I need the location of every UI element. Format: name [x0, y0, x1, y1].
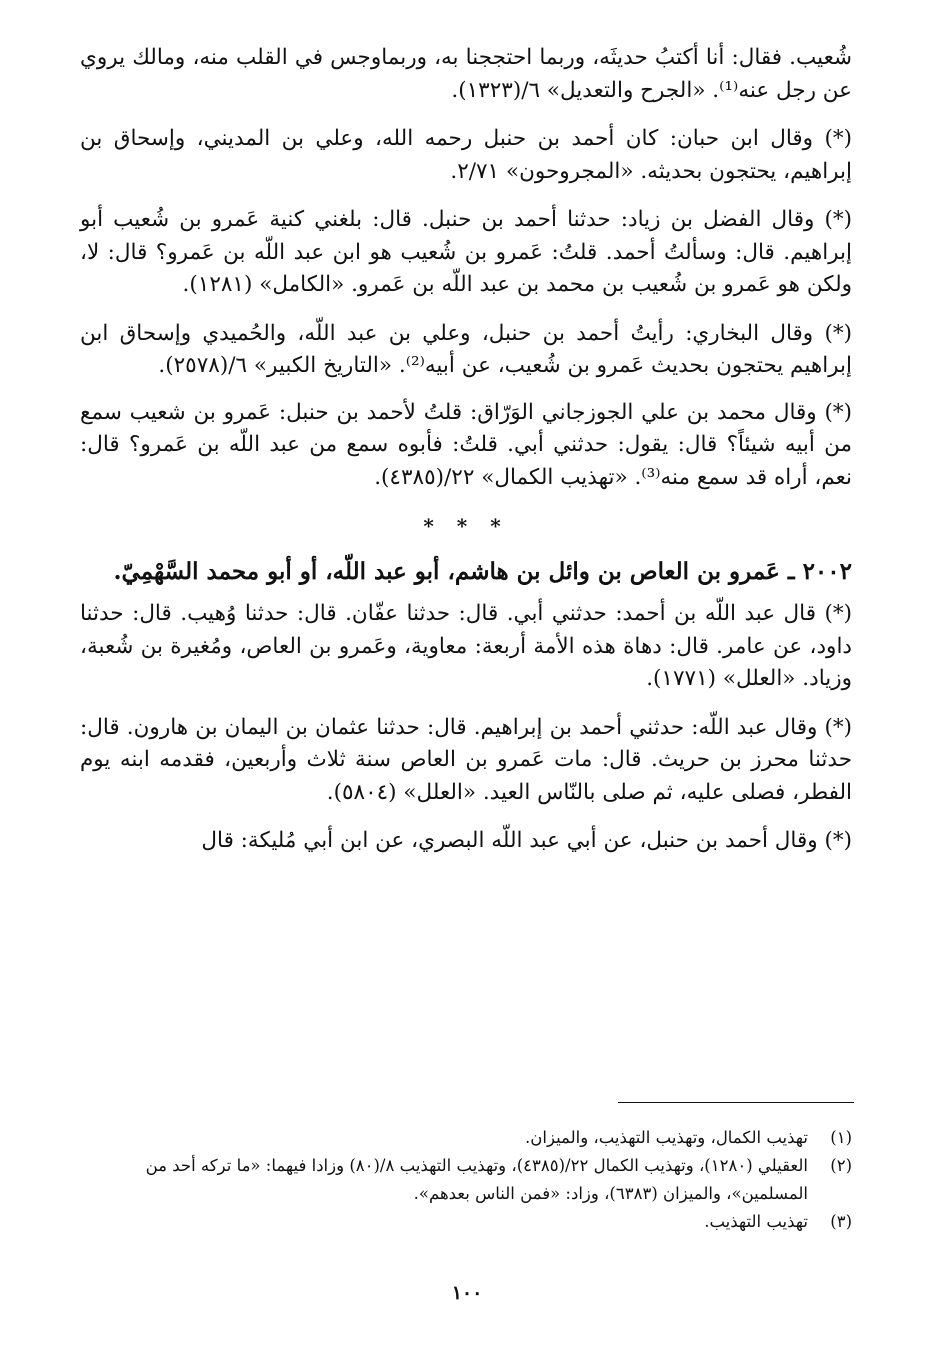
footnotes — [80, 1124, 852, 1236]
entry-heading: ٢٠٠٢ ـ عَمرو بن العاص بن وائل بن هاشم، أبو عبد اللّه، أو أبو محمد السَّهْمِيّ. — [113, 558, 852, 585]
paragraph-5: (*) وقال محمد بن علي الجوزجاني الوَرّاق: قلتُ لأحمد بن حنبل: عَمرو بن شعيب سمع من أبيه شيئاً؟ قال: يقول: حدثني أبي. قلتُ: فأبوه سمع من عبد اللّه بن عَمرو؟ قال: نعم، أراه قد سمع منه⁽³⁾. «تهذيب الكمال» ٢٢/(٤٣٨٥). — [80, 399, 852, 490]
paragraph-2: (*) وقال ابن حبان: كان أحمد بن حنبل رحمه الله، وعلي بن المديني، وإسحاق بن إبراهيم، يحتجون بحديثه. «المجروحون» ٢/٧١. — [80, 126, 852, 184]
entry-paragraph-3: (*) وقال أحمد بن حنبل، عن أبي عبد اللّه البصري، عن ابن أبي مُليكة: قال — [201, 828, 852, 853]
main-text — [80, 42, 852, 858]
footnote-text: تهذيب التهذيب. — [704, 1212, 808, 1231]
page-number: ١٠٠ — [451, 1282, 483, 1304]
entry-paragraph-1: (*) قال عبد اللّه بن أحمد: حدثني أبي. قال: حدثنا عفّان. قال: حدثنا وُهيب. قال: حدثنا داود، عن عامر. قال: دهاة هذه الأمة أربعة: معاوية، وعَمرو بن العاص، ومُغيرة بن شُعبة، وزياد. «العلل» (١٧٧١). — [80, 601, 852, 691]
footnote-2 — [80, 1152, 852, 1208]
paragraph-1: شُعيب. فقال: أنا أكتبُ حديثَه، وربما احتججنا به، وربماوجس في القلب منه، ومالك يروي عن رجل عنه⁽¹⁾. «الجرح والتعديل» ٦/(١٣٢٣). — [80, 45, 852, 103]
footnote-divider — [618, 1102, 854, 1103]
footnote-text: العقيلي (١٢٨٠)، وتهذيب الكمال ٢٢/(٤٣٨٥)، وتهذيب التهذيب ٨/(٨٠) وزادا فيهما: «ما تركه أحد من المسلمين»، والميزان (٦٣٨٣)، وزاد: «فمن الناس بعدهم». — [145, 1156, 808, 1203]
entry-paragraph-2: (*) وقال عبد اللّه: حدثني أحمد بن إبراهيم. قال: حدثنا عثمان بن اليمان بن هارون. قال: حدثنا محرز بن حريث. قال: مات عَمرو بن العاص سنة ثلاث وأربعين، فقدمه ابنه يوم الفطر، فصلى عليه، ثم صلى بالنّاس العيد. «العلل» (٥٨٠٤). — [80, 714, 852, 805]
footnote-1 — [80, 1124, 852, 1152]
paragraph-4: (*) وقال البخاري: رأيتُ أحمد بن حنبل، وعلي بن عبد اللّه، والحُميدي وإسحاق ابن إبراهيم يحتجون بحديث عَمرو بن شُعيب، عن أبيه⁽²⁾. «التاريخ الكبير» ٦/(٢٥٧٨). — [80, 320, 852, 378]
footnote-number: (٣) — [830, 1212, 852, 1231]
footnote-number: (١) — [830, 1128, 852, 1147]
footnote-number: (٢) — [830, 1156, 852, 1175]
footnote-text: تهذيب الكمال، وتهذيب التهذيب، والميزان. — [525, 1128, 808, 1147]
section-separator: * * * — [423, 514, 509, 538]
footnote-3 — [80, 1208, 852, 1236]
paragraph-3: (*) وقال الفضل بن زياد: حدثنا أحمد بن حنبل. قال: بلغني كنية عَمرو بن شُعيب أبو إبراهيم. قال: وسألتُ أحمد. قلتُ: عَمرو بن شُعيب هو ابن عبد اللّه بن عَمرو؟ قال: لا، ولكن هو عَمرو بن شُعيب بن محمد بن عبد اللّه بن عَمرو. «الكامل» (١٢٨١). — [80, 207, 852, 297]
